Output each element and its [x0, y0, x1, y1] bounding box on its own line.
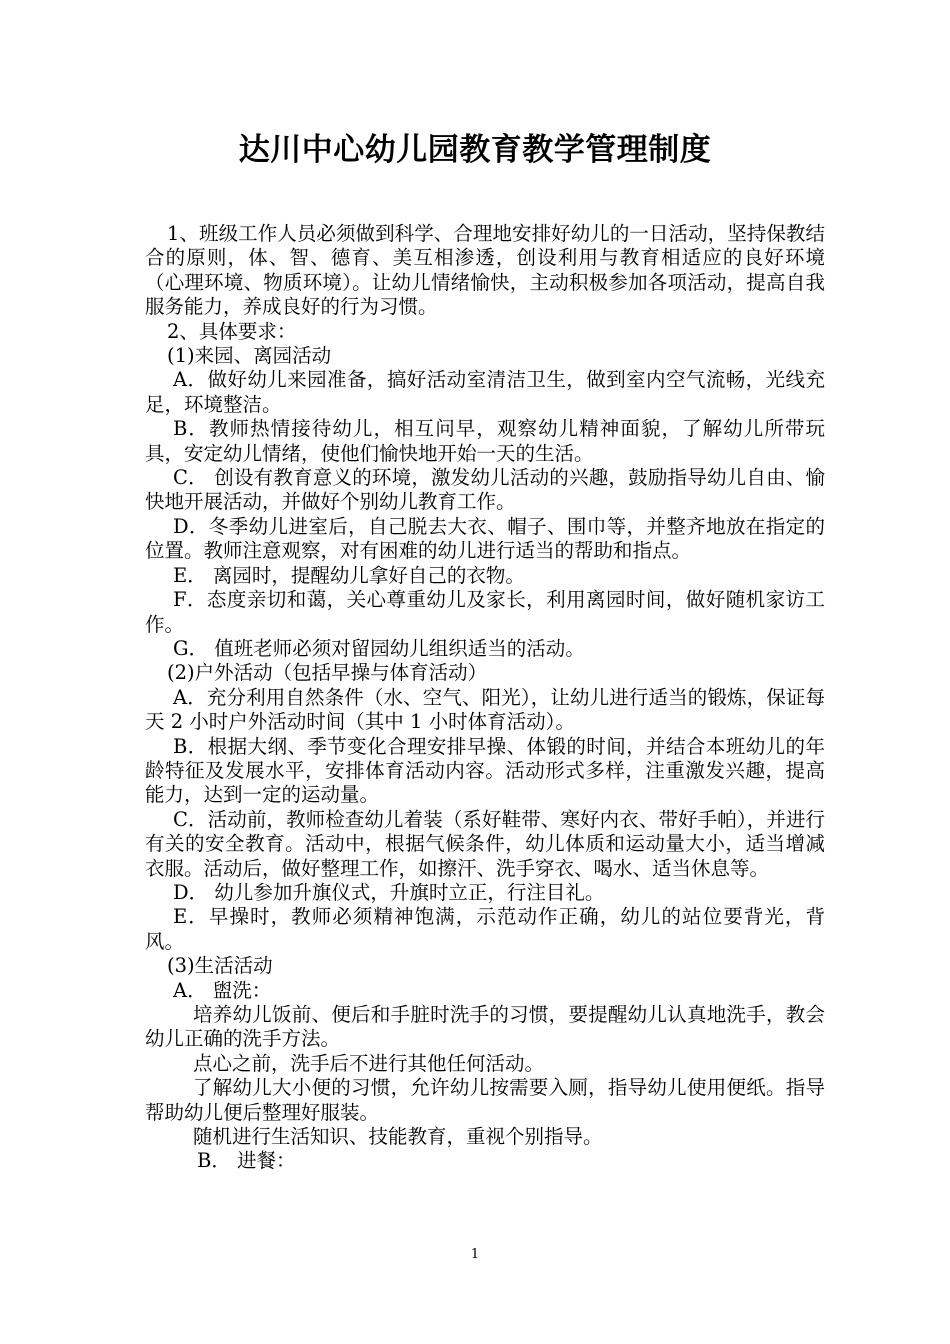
paragraph: B．教师热情接待幼儿，相互问早，观察幼儿精神面貌，了解幼儿所带玩具，安定幼儿情绪，使他们愉快地开始一天的生活。	[145, 417, 825, 465]
document-title: 达川中心幼儿园教育教学管理制度	[238, 132, 712, 168]
paragraph: (2)户外活动（包括早操与体育活动）	[167, 661, 488, 685]
paragraph: C．活动前，教师检查幼儿着装（系好鞋带、寒好内衣、带好手帕），并进行有关的安全教育。活动中，根据气候条件，幼儿体质和运动量大小，适当增减衣服。活动后，做好整理工作，如擦汗、洗手穿衣、喝水、适当休息等。	[145, 807, 825, 880]
page-number: 1	[470, 1247, 480, 1262]
paragraph: C． 创设有教育意义的环境，激发幼儿活动的兴趣，鼓励指导幼儿自由、愉快地开展活动，并做好个别幼儿教育工作。	[145, 466, 825, 514]
paragraph: 2、具体要求：	[167, 319, 297, 343]
paragraph: 点心之前，洗手后不进行其他任何活动。	[193, 1051, 545, 1075]
paragraph: 1、班级工作人员必须做到科学、合理地安排好幼儿的一日活动，坚持保教结合的原则，体、智、德育、美互相渗透，创设利用与教育相适应的良好环境（心理环境、物质环境）。让幼儿情绪愉快，主动积极参加各项活动，提高自我服务能力，养成良好的行为习惯。	[145, 222, 825, 319]
paragraph: F．态度亲切和蔼，关心尊重幼儿及家长，利用离园时间，做好随机家访工作。	[145, 588, 825, 636]
document-body	[145, 222, 825, 1174]
paragraph: E．早操时，教师必须精神饱满，示范动作正确，幼儿的站位要背光，背风。	[145, 905, 825, 953]
paragraph: D． 幼儿参加升旗仪式，升旗时立正，行注目礼。	[173, 880, 605, 904]
paragraph: D．冬季幼儿进室后，自己脱去大衣、帽子、围巾等，并整齐地放在指定的位置。教师注意观察，对有困难的幼儿进行适当的帮助和指点。	[145, 514, 825, 563]
paragraph: A． 盥洗：	[173, 978, 272, 1002]
paragraph: B． 进餐：	[197, 1149, 296, 1173]
paragraph: 随机进行生活知识、技能教育，重视个别指导。	[193, 1125, 603, 1149]
paragraph: G． 值班老师必须对留园幼儿组织适当的活动。	[173, 636, 585, 660]
paragraph: A．做好幼儿来园准备，搞好活动室清洁卫生，做到室内空气流畅，光线充足，环境整洁。	[145, 368, 825, 416]
paragraph: E． 离园时，提醒幼儿拿好自己的衣物。	[173, 563, 525, 587]
paragraph: 了解幼儿大小便的习惯，允许幼儿按需要入厕，指导幼儿使用便纸。指导帮助幼儿便后整理好服装。	[145, 1076, 825, 1124]
paragraph: B．根据大纲、季节变化合理安排早操、体锻的时间，并结合本班幼儿的年龄特征及发展水平，安排体育活动内容。活动形式多样，注重激发兴趣，提高能力，达到一定的运动量。	[145, 734, 825, 807]
paragraph: (1)来园、离园活动	[167, 344, 332, 368]
paragraph: (3)生活活动	[167, 954, 273, 978]
paragraph: 培养幼儿饭前、便后和手脏时洗手的习惯，要提醒幼儿认真地洗手，教会幼儿正确的洗手方法。	[145, 1003, 825, 1051]
paragraph: A．充分利用自然条件（水、空气、阳光），让幼儿进行适当的锻炼，保证每天 2 小时户外活动时间（其中 1 小时体育活动）。	[145, 685, 825, 734]
